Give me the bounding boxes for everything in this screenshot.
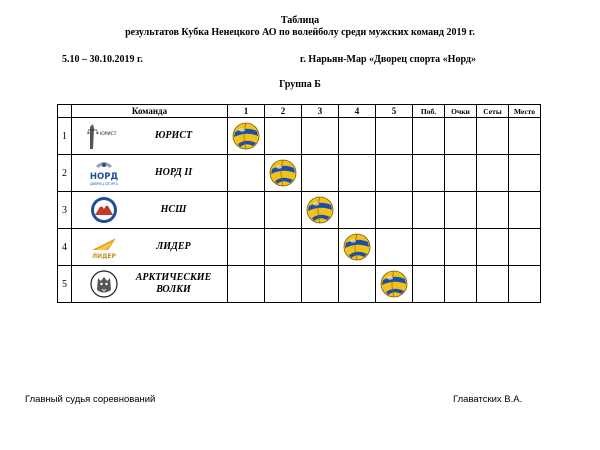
sets-cell	[477, 118, 509, 155]
team-cell	[72, 192, 228, 229]
points-cell	[445, 118, 477, 155]
row-number: 4	[58, 229, 72, 266]
score-cell	[302, 229, 339, 266]
volleyball-icon	[306, 196, 334, 224]
table-row	[58, 229, 541, 266]
row-number: 5	[58, 266, 72, 303]
team-cell	[72, 118, 228, 155]
score-cell	[228, 192, 265, 229]
row-number: 3	[58, 192, 72, 229]
score-cell	[376, 155, 413, 192]
header-wins: Поб.	[413, 105, 445, 118]
volleyball-icon	[380, 270, 408, 298]
row-number: 1	[58, 118, 72, 155]
sets-cell	[477, 155, 509, 192]
venue: г. Нарьян-Мар «Дворец спорта «Норд»	[300, 54, 476, 65]
group-title: Группа Б	[279, 79, 321, 90]
table-row	[58, 192, 541, 229]
team-cell	[72, 266, 228, 303]
header-points: Очки	[445, 105, 477, 118]
points-cell	[445, 229, 477, 266]
header-row	[58, 105, 541, 118]
title: Таблица	[280, 15, 320, 26]
sets-cell	[477, 192, 509, 229]
subtitle: результатов Кубка Ненецкого АО по волейболу среди мужских команд 2019 г.	[125, 27, 475, 38]
team-name: ЮРИСТ	[154, 130, 193, 141]
chief-judge-label: Главный судья соревнований	[25, 394, 156, 405]
arctic-wolves-logo	[86, 269, 122, 299]
lider-logo-text: ЛИДЕР	[92, 253, 116, 260]
header-col-3: 3	[302, 105, 339, 118]
wins-cell	[413, 155, 445, 192]
header-col-1: 1	[228, 105, 265, 118]
volleyball-icon	[269, 159, 297, 187]
score-cell	[265, 266, 302, 303]
place-cell	[509, 155, 541, 192]
volleyball-icon	[232, 122, 260, 150]
table-row	[58, 266, 541, 303]
nssh-logo	[86, 195, 122, 225]
score-cell	[265, 118, 302, 155]
nord-logo-subtext: ДВОРЕЦ СПОРТА	[90, 182, 118, 186]
lider-logo	[86, 232, 122, 262]
score-cell	[339, 155, 376, 192]
header-place: Место	[509, 105, 541, 118]
row-number: 2	[58, 155, 72, 192]
header-col-4: 4	[339, 105, 376, 118]
points-cell	[445, 155, 477, 192]
place-cell	[509, 192, 541, 229]
self-match-cell	[376, 266, 413, 303]
wins-cell	[413, 229, 445, 266]
header-team: Команда	[72, 105, 228, 118]
score-cell	[339, 266, 376, 303]
header-col-5: 5	[376, 105, 413, 118]
header-col-2: 2	[265, 105, 302, 118]
nord-logo	[86, 158, 122, 188]
score-cell	[376, 229, 413, 266]
points-cell	[445, 266, 477, 303]
place-cell	[509, 229, 541, 266]
header-blank	[58, 105, 72, 118]
dates: 5.10 – 30.10.2019 г.	[62, 54, 143, 65]
team-cell	[72, 155, 228, 192]
nord-logo-text: НОРД	[89, 172, 119, 182]
yurist-logo-text: ЮРИСТ	[100, 132, 117, 137]
score-cell	[376, 118, 413, 155]
score-cell	[228, 266, 265, 303]
place-cell	[509, 118, 541, 155]
score-cell	[302, 118, 339, 155]
team-name: ЛИДЕР	[156, 241, 191, 252]
table-row	[58, 118, 541, 155]
sets-cell	[477, 229, 509, 266]
table-row	[58, 155, 541, 192]
header-sets: Сеты	[477, 105, 509, 118]
place-cell	[509, 266, 541, 303]
self-match-cell	[228, 118, 265, 155]
results-table	[57, 104, 541, 303]
wins-cell	[413, 266, 445, 303]
score-cell	[228, 155, 265, 192]
team-name: НСШ	[160, 204, 187, 215]
score-cell	[339, 118, 376, 155]
score-cell	[265, 229, 302, 266]
score-cell	[228, 229, 265, 266]
wins-cell	[413, 192, 445, 229]
self-match-cell	[265, 155, 302, 192]
score-cell	[302, 155, 339, 192]
team-name: НОРД II	[154, 167, 193, 178]
chief-judge-name: Главатских В.А.	[453, 394, 523, 405]
sets-cell	[477, 266, 509, 303]
yurist-logo	[86, 121, 122, 151]
self-match-cell	[302, 192, 339, 229]
score-cell	[265, 192, 302, 229]
self-match-cell	[339, 229, 376, 266]
team-cell	[72, 229, 228, 266]
score-cell	[376, 192, 413, 229]
points-cell	[445, 192, 477, 229]
score-cell	[302, 266, 339, 303]
wins-cell	[413, 118, 445, 155]
volleyball-icon	[343, 233, 371, 261]
score-cell	[339, 192, 376, 229]
team-name: АРКТИЧЕСКИЕ ВОЛКИ	[135, 272, 212, 295]
